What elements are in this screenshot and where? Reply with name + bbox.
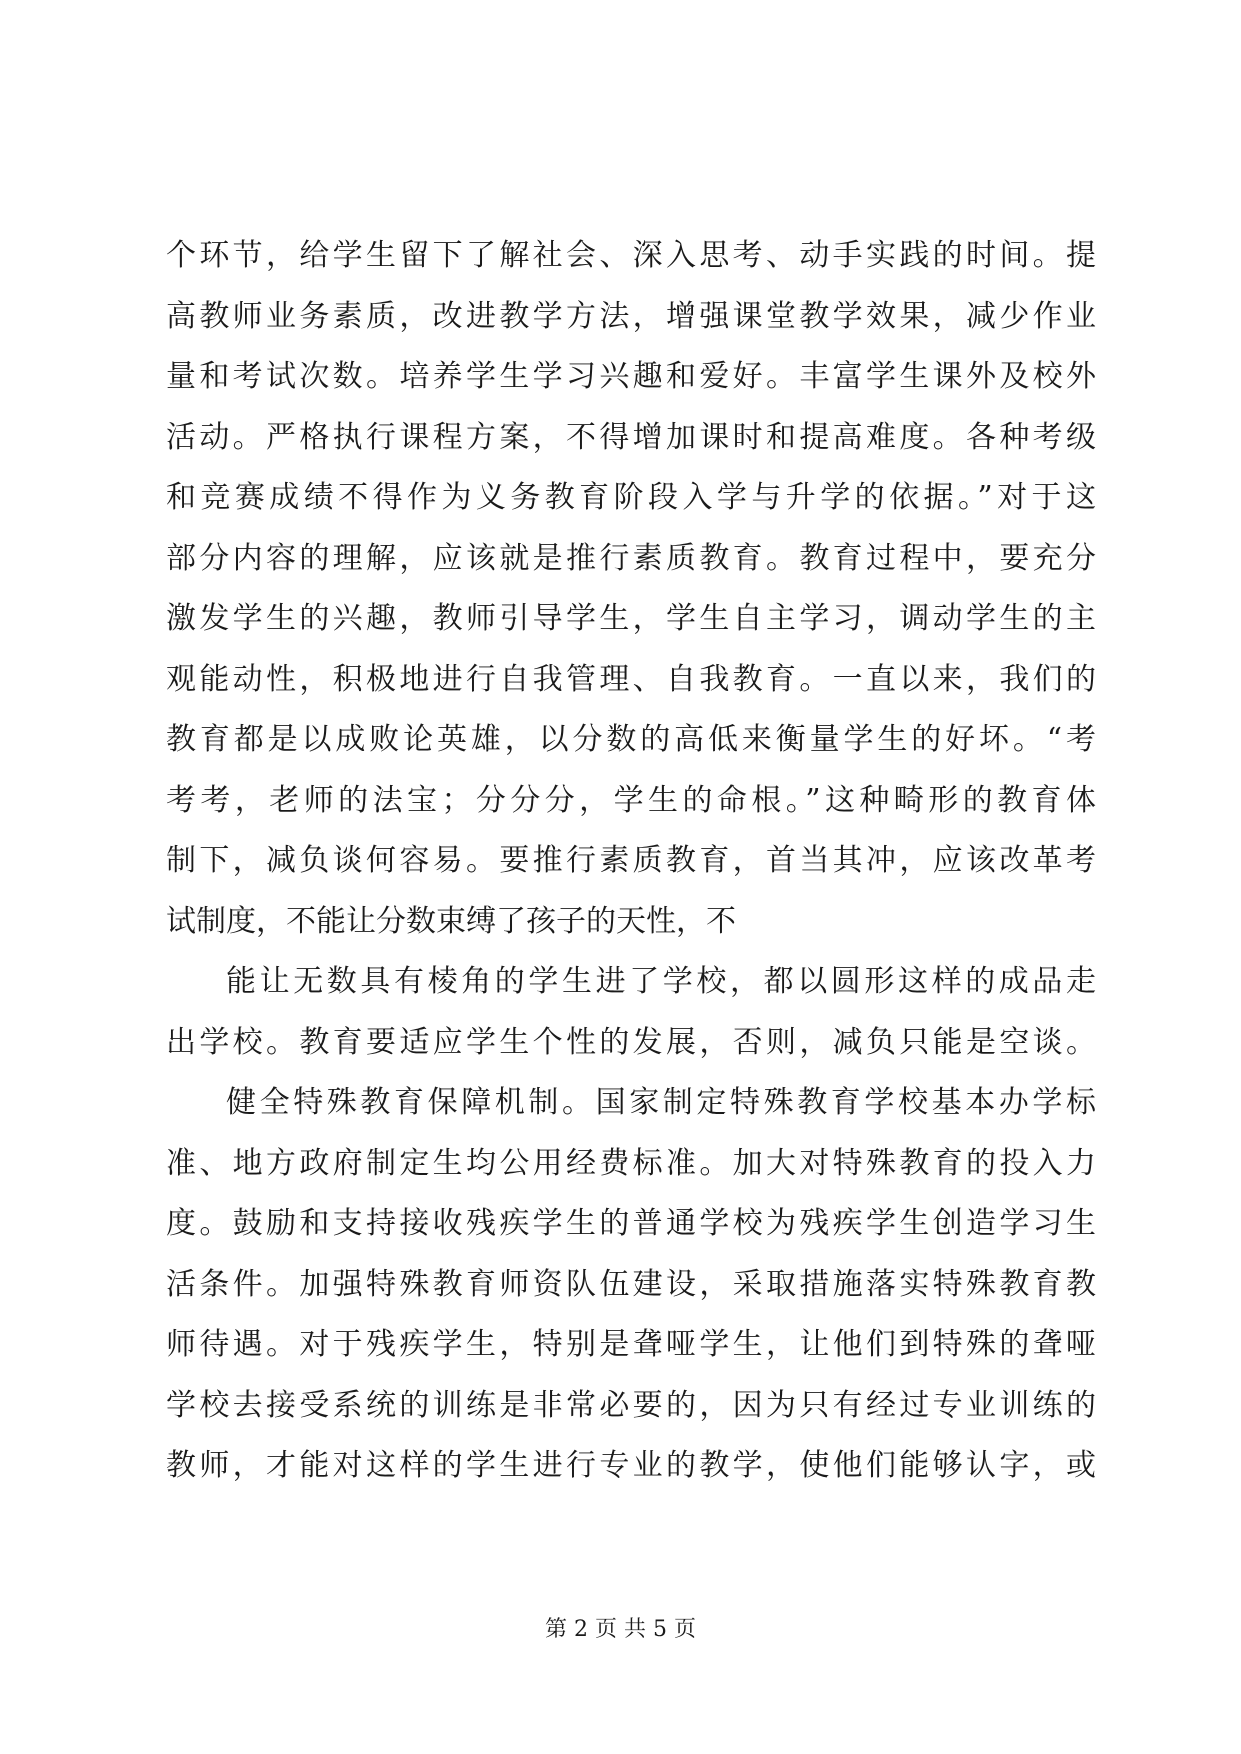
text-line: 部分内容的理解，应该就是推行素质教育。教育过程中，要充分 bbox=[166, 540, 1096, 576]
text-line: 健全特殊教育保障机制。国家制定特殊教育学校基本办学标 bbox=[226, 1085, 1096, 1120]
text-line: 活条件。加强特殊教育师资队伍建设，采取措施落实特殊教育教 bbox=[166, 1266, 1096, 1302]
text-line: 教师，才能对这样的学生进行专业的教学，使他们能够认字，或 bbox=[166, 1448, 1096, 1483]
text-line: 出学校。教育要适应学生个性的发展，否则，减负只能是空谈。 bbox=[166, 1024, 1096, 1060]
text-line: 活动。严格执行课程方案，不得增加课时和提高难度。各种考级 bbox=[166, 419, 1096, 455]
text-line: 师待遇。对于残疾学生，特别是聋哑学生，让他们到特殊的聋哑 bbox=[166, 1327, 1096, 1362]
text-line: 制下，减负谈何容易。要推行素质教育，首当其冲，应该改革考 bbox=[166, 843, 1096, 878]
text-line: 教育都是以成败论英雄，以分数的高低来衡量学生的好坏。“考 bbox=[166, 722, 1096, 757]
document-body bbox=[166, 226, 1096, 1497]
text-line: 个环节，给学生留下了解社会、深入思考、动手实践的时间。提 bbox=[166, 238, 1096, 273]
text-line: 度。鼓励和支持接收残疾学生的普通学校为残疾学生创造学习生 bbox=[166, 1206, 1096, 1241]
text-line: 高教师业务素质，改进教学方法，增强课堂教学效果，减少作业 bbox=[166, 298, 1096, 334]
page-footer: 第 2 页 共 5 页 bbox=[545, 1617, 696, 1642]
text-line: 观能动性，积极地进行自我管理、自我教育。一直以来，我们的 bbox=[166, 661, 1096, 697]
text-line: 激发学生的兴趣，教师引导学生，学生自主学习，调动学生的主 bbox=[166, 601, 1096, 636]
text-line: 和竞赛成绩不得作为义务教育阶段入学与升学的依据。”对于这 bbox=[166, 480, 1096, 515]
text-line: 学校去接受系统的训练是非常必要的，因为只有经过专业训练的 bbox=[166, 1387, 1096, 1423]
text-line: 准、地方政府制定生均公用经费标准。加大对特殊教育的投入力 bbox=[166, 1145, 1096, 1181]
text-line: 试制度，不能让分数束缚了孩子的天性，不 bbox=[166, 903, 736, 939]
text-line: 考考，老师的法宝；分分分，学生的命根。”这种畸形的教育体 bbox=[166, 782, 1096, 818]
text-line: 量和考试次数。培养学生学习兴趣和爱好。丰富学生课外及校外 bbox=[166, 359, 1096, 394]
text-line: 能让无数具有棱角的学生进了学校，都以圆形这样的成品走 bbox=[226, 964, 1096, 999]
